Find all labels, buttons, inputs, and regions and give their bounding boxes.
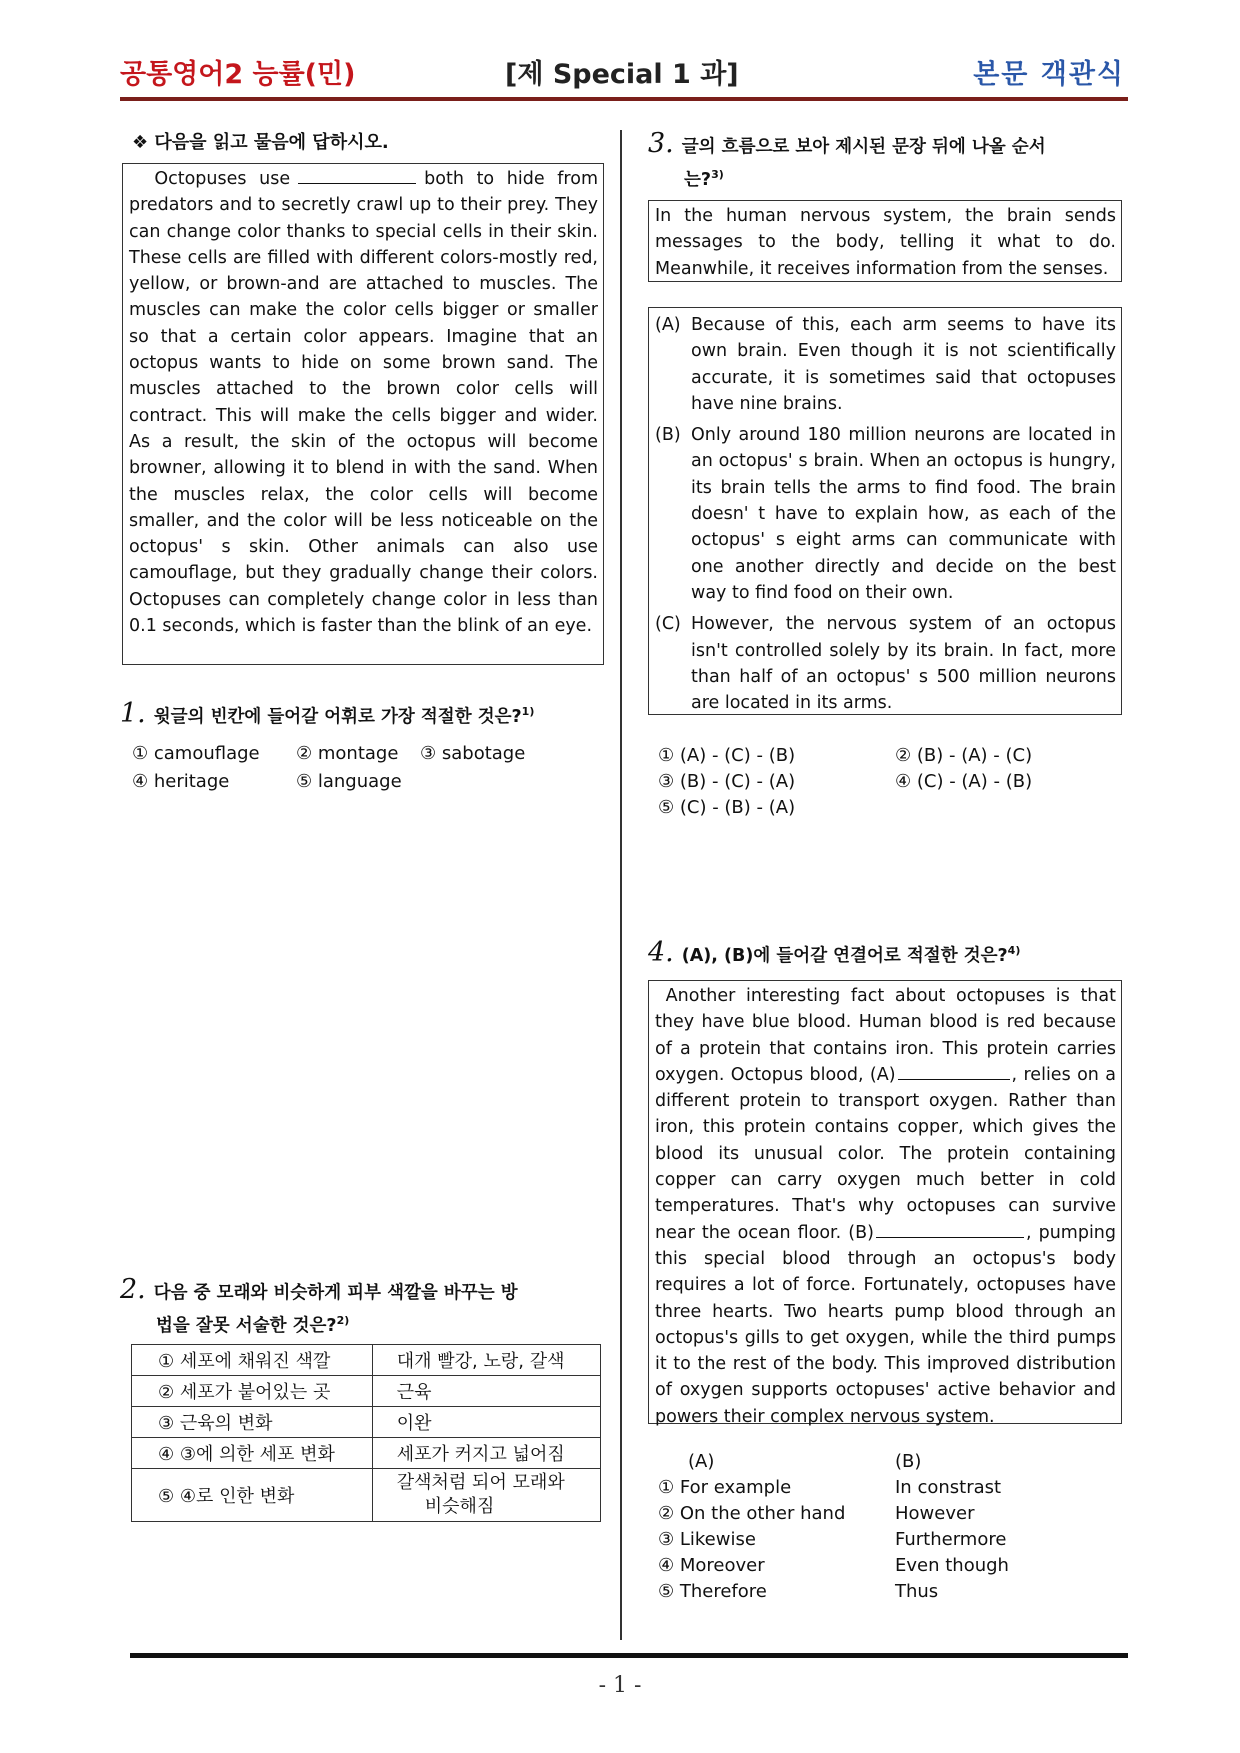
passage-4-part2: , relies on a different protein to transport oxygen. Rather than iron, this protein contains copper, which gives the blood its unusual color. The protein containing copper can carry oxygen much better in cold temperatures. That's why octopuses can survive near the ocean floor. (B)	[655, 1064, 1116, 1243]
question-2	[120, 1276, 610, 1340]
table-cell: ④ ③에 의한 세포 변화	[132, 1438, 373, 1469]
header-rule	[120, 97, 1128, 101]
table-cell: ① 세포에 채워진 색깔	[132, 1345, 373, 1376]
table-row[interactable]	[132, 1376, 601, 1407]
table-cell: 대개 빨강, 노랑, 갈색	[372, 1345, 600, 1376]
question-2-footnote: 2)	[336, 1314, 350, 1327]
table-cell: ② 세포가 붙어있는 곳	[132, 1376, 373, 1407]
option-2-b: However	[895, 1503, 975, 1524]
question-3-number: 3.	[648, 128, 674, 159]
table-cell: ③ 근육의 변화	[132, 1407, 373, 1438]
table-row[interactable]	[132, 1469, 601, 1522]
option-4[interactable]: ④ (C) - (A) - (B)	[895, 771, 1033, 792]
question-3-line2: 는?	[684, 169, 712, 190]
paragraph-b	[655, 422, 1116, 606]
passage-1	[122, 163, 604, 665]
option-3[interactable]: ③ sabotage	[420, 743, 526, 764]
question-2-number: 2.	[120, 1274, 146, 1305]
passage-1-rest: both to hide from predators and to secretly crawl up to their prey. They can change color thanks to special cells in their skin. These cells are filled with different colors-mostly red, yellow, or brown-and are attached to muscles. The muscles can make the color cells bigger or smaller so that a certain color appears. Imagine that an octopus wants to hide on some brown sand. The muscles attached to the brown color cells will contract. This will make the cells bigger and wider. As a result, the skin of the octopus will become browner, allowing it to blend in with the sand. When the muscles relax, the color cells will become smaller, and the color will be less noticeable on the octopus' s skin. Other animals can also use camouflage, but they gradually change their colors. Octopuses can completely change color in less than 0.1 seconds, which is faster than the blink of an eye.	[129, 169, 598, 637]
paragraph-label: (A)	[655, 315, 681, 335]
question-3-line1: 글의 흐름으로 보아 제시된 문장 뒤에 나올 순서	[681, 137, 1046, 157]
question-4-text: (A), (B)에 들어갈 연결어로 적절한 것은?	[681, 945, 1008, 966]
table-cell: 이완	[372, 1407, 600, 1438]
option-4-b: Even though	[895, 1555, 1009, 1576]
option-3-b: Furthermore	[895, 1529, 1007, 1550]
paragraph-c	[655, 611, 1116, 716]
option-3[interactable]: ③ Likewise	[658, 1529, 756, 1550]
question-3	[648, 130, 1128, 194]
option-5[interactable]: ⑤ (C) - (B) - (A)	[658, 797, 796, 818]
option-5[interactable]: ⑤ language	[296, 771, 402, 792]
table-cell: ⑤ ④로 인한 변화	[132, 1469, 373, 1522]
table-cell: 세포가 커지고 넓어짐	[372, 1438, 600, 1469]
column-b-header: (B)	[895, 1451, 922, 1472]
paragraph-text: However, the nervous system of an octopus isn't controlled solely by its brain. In fact, more than half of an octopus' s 500 million neurons are located in its arms.	[691, 614, 1116, 714]
blank-a-line	[898, 1063, 1010, 1080]
page-number: - 1 -	[598, 1673, 642, 1698]
question-1	[120, 698, 610, 731]
paragraph-a	[655, 312, 1116, 417]
passage-1-start: Octopuses use	[154, 169, 291, 189]
option-1[interactable]: ① (A) - (C) - (B)	[658, 745, 796, 766]
option-1[interactable]: ① camouflage	[132, 743, 260, 764]
paragraph-label: (C)	[655, 614, 681, 635]
option-4[interactable]: ④ Moreover	[658, 1555, 765, 1576]
question-2-line2: 법을 잘못 서술한 것은?	[156, 1315, 337, 1336]
blank-line	[298, 167, 416, 184]
option-1[interactable]: ① For example	[658, 1477, 792, 1498]
table-cell-line: 비슷해짐	[424, 1496, 495, 1517]
option-2[interactable]: ② montage	[296, 743, 399, 764]
table-row[interactable]	[132, 1345, 601, 1376]
header-lesson: [제 Special 1 과]	[505, 59, 739, 90]
given-sentence: In the human nervous system, the brain sends messages to the body, telling it what to do. Meanwhile, it receives information from the senses.	[648, 200, 1122, 282]
paragraph-text: Because of this, each arm seems to have its own brain. Even though it is not scientifically accurate, it is sometimes said that octopuses have nine brains.	[691, 315, 1116, 414]
question-2-table	[131, 1344, 601, 1522]
passage-4-part1: Another interesting fact about octopuses is that they have blue blood. Human blood is red because of a protein that contains iron. This protein carries oxygen. Octopus blood, (A)	[655, 986, 1116, 1085]
column-divider	[620, 130, 622, 1640]
question-1-footnote: 1)	[521, 705, 535, 718]
passage-4-part3: , pumping this special blood through an octopus's body requires a lot of force. Fortunately, octopuses have three hearts. Two hearts pump blood through an octopus's gills to get oxygen, while the third pumps it to the rest of the body. This improved distribution of oxygen supports octopuses' active behavior and powers their complex nervous system.	[655, 1222, 1117, 1427]
table-cell	[372, 1469, 600, 1522]
passage-4	[648, 980, 1122, 1427]
question-3-footnote: 3)	[711, 168, 724, 181]
option-5-b: Thus	[895, 1581, 939, 1602]
option-4[interactable]: ④ heritage	[132, 771, 230, 792]
question-2-line1: 다음 중 모래와 비슷하게 피부 색깔을 바꾸는 방	[153, 1283, 518, 1303]
table-row[interactable]	[132, 1438, 601, 1469]
footer-rule	[130, 1653, 1128, 1658]
header-subject: 공통영어2 능률(민)	[120, 59, 356, 90]
option-5[interactable]: ⑤ Therefore	[658, 1581, 767, 1602]
option-3[interactable]: ③ (B) - (C) - (A)	[658, 771, 796, 792]
table-cell: 근육	[372, 1376, 600, 1407]
column-a-header: (A)	[688, 1451, 715, 1472]
header-type: 본문 객관식	[973, 59, 1125, 90]
question-1-number: 1.	[120, 697, 146, 729]
question-4	[648, 937, 1128, 970]
option-1-b: In constrast	[895, 1477, 1002, 1498]
option-2[interactable]: ② On the other hand	[658, 1503, 846, 1524]
instruction: ❖ 다음을 읽고 물음에 답하시오.	[132, 132, 389, 153]
question-1-text: 윗글의 빈칸에 들어갈 어휘로 가장 적절한 것은?	[153, 706, 522, 727]
question-4-footnote: 4)	[1007, 944, 1021, 957]
paragraph-text: Only around 180 million neurons are located in an octopus' s brain. When an octopus is hungry, its brain tells the arms to find food. The brain doesn' t have to explain how, as each of the octopus' s eight arms can communicate with one another directly and decide on the best way to find food on their own.	[691, 425, 1116, 603]
table-cell-line: 갈색처럼 되어 모래와	[396, 1472, 565, 1493]
blank-b-line	[876, 1221, 1024, 1238]
option-2[interactable]: ② (B) - (A) - (C)	[895, 745, 1033, 766]
question-4-number: 4.	[648, 936, 674, 968]
order-paragraphs	[648, 307, 1122, 715]
paragraph-label: (B)	[655, 425, 681, 446]
table-row[interactable]	[132, 1407, 601, 1438]
